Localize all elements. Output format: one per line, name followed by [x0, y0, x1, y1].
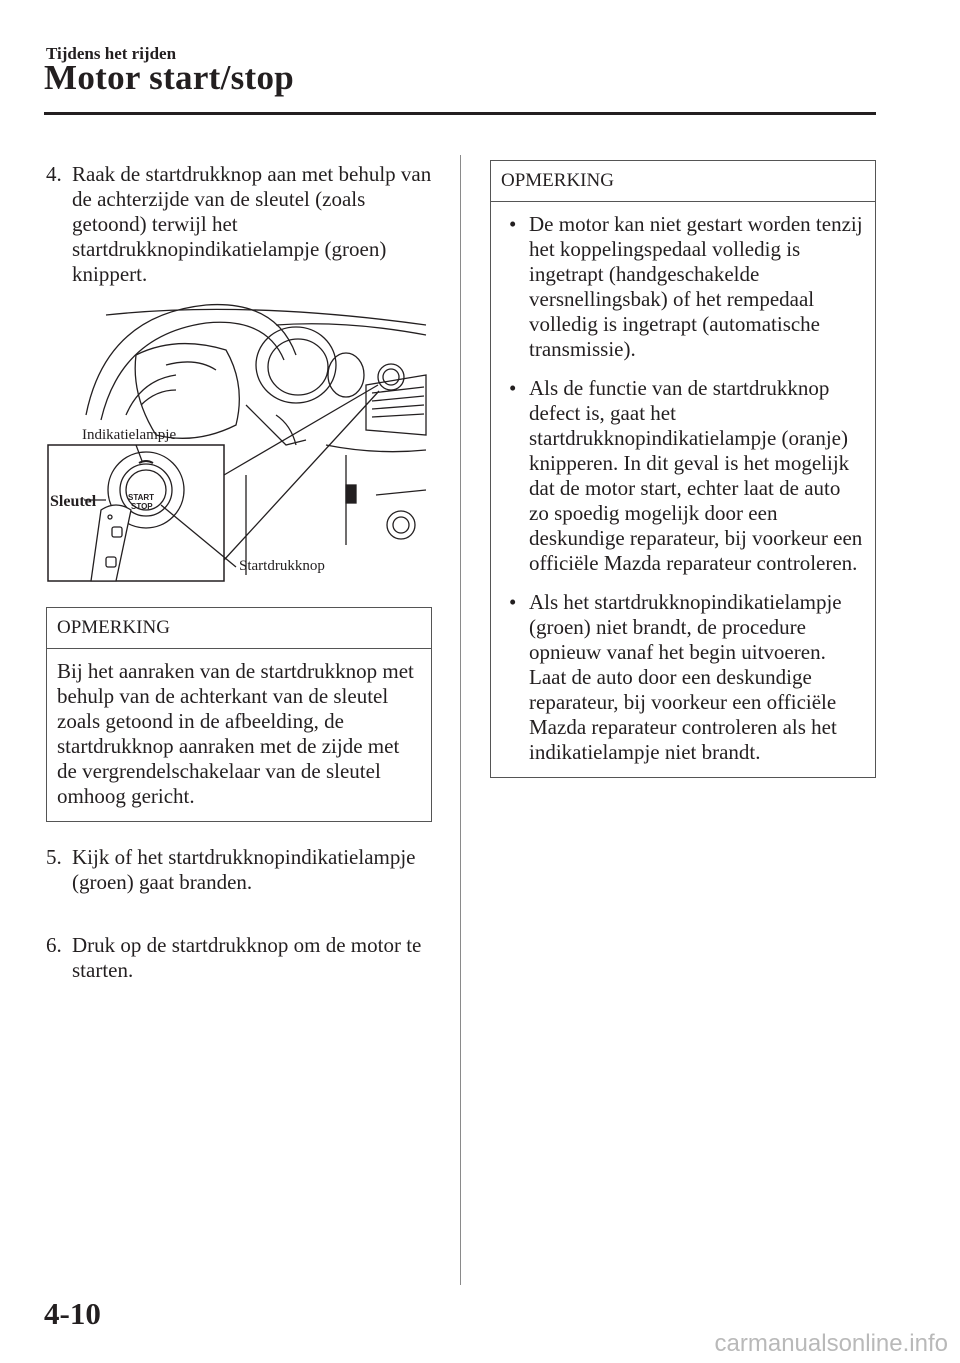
step-text: Druk op de startdrukknop om de motor te starten. — [72, 933, 422, 982]
bullet-icon: • — [509, 376, 517, 400]
step-6 — [46, 933, 436, 983]
column-divider — [460, 155, 461, 1285]
list-item-text: Als het startdrukknopindikatielampje (groen) niet brandt, de procedure opnieuw vanaf het begin uitvoeren. Laat de auto door een deskundige reparateur, bij voorkeur een officiële Mazda reparateur controleren als het indikatielampje niet brandt. — [529, 590, 842, 764]
step-text: Kijk of het startdrukknopindikatielampje (groen) gaat branden. — [72, 845, 416, 894]
step-4 — [46, 162, 436, 287]
step-number: 4. — [46, 162, 62, 186]
list-item — [501, 376, 865, 576]
title-divider — [44, 112, 876, 115]
step-text: Raak de startdrukknop aan met behulp van de achterzijde van de sleutel (zoals getoond) terwijl het startdrukknopindikatielampje (groen) knippert. — [72, 162, 432, 286]
step-number: 5. — [46, 845, 62, 869]
label-key: Sleutel — [50, 493, 97, 510]
button-text-stop: STOP — [131, 502, 153, 511]
page-title: Motor start/stop — [44, 58, 295, 97]
note-body — [491, 202, 875, 777]
step-number: 6. — [46, 933, 62, 957]
note-header: OPMERKING — [491, 161, 875, 202]
bullet-icon: • — [509, 212, 517, 236]
watermark: carmanualsonline.info — [714, 1330, 948, 1357]
list-item — [501, 590, 865, 765]
start-button-illustration — [46, 295, 428, 585]
list-item-text: De motor kan niet gestart worden tenzij het koppelingspedaal volledig is ingetrapt (handgeschakelde versnellingsbak) of het rempedaal volledig is ingetrapt (automatische transmissie). — [529, 212, 863, 361]
section-label: Tijdens het rijden — [46, 44, 177, 63]
label-start-button: Startdrukknop — [239, 558, 325, 574]
note-left — [46, 607, 432, 822]
note-body: Bij het aanraken van de startdrukknop met behulp van de achterkant van de sleutel zoals getoond in de afbeelding, de startdrukknop aanraken met de zijde met de vergrendelschakelaar van de sleutel omhoog gericht. — [57, 659, 414, 808]
list-item-text: Als de functie van de startdrukknop defect is, gaat het startdrukknopindikatielampje (oranje) knipperen. In dit geval is het mogelijk dat de motor start, echter laat de auto zo spoedig mogelijk door een deskundige reparateur, bij voorkeur een officiële Mazda reparateur controleren. — [529, 376, 863, 575]
label-indicator: Indikatielampje — [82, 427, 177, 443]
note-header: OPMERKING — [47, 608, 431, 649]
button-text-start: START — [128, 493, 155, 502]
list-item — [501, 212, 865, 362]
note-right — [490, 160, 876, 778]
bullet-icon: • — [509, 590, 517, 614]
page-number: 4-10 — [44, 1296, 101, 1331]
step-5 — [46, 845, 436, 895]
